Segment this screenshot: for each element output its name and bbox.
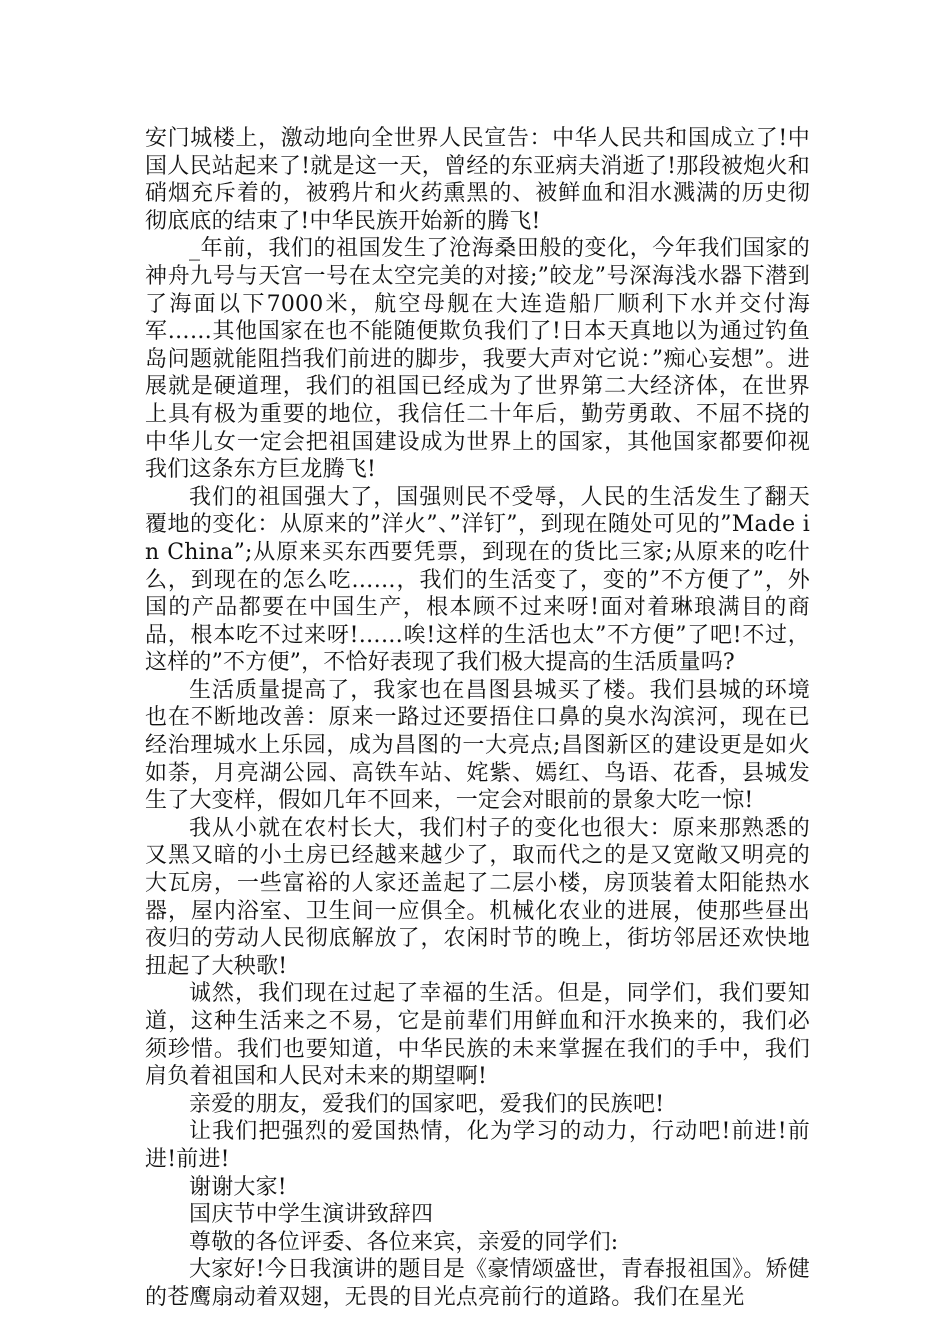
- paragraph-5: 我从小就在农村长大，我们村子的变化也很大：原来那熟悉的又黑又暗的小土房已经越来越少了，取而代之的是又宽敞又明亮的大瓦房，一些富裕的人家还盖起了二层小楼，房顶装着太阳能热水器，屋内浴室、卫生间一应俱全。机械化农业的进展，使那些昼出夜归的劳动人民彻底解放了，农闲时节的晚上，街坊邻居还欢快地扭起了大秧歌!: [145, 815, 810, 979]
- paragraph-12: 大家好!今日我演讲的题目是《豪情颂盛世，青春报祖国》。矫健的苍鹰扇动着双翅，无畏的目光点亮前行的道路。我们在星光: [145, 1257, 810, 1310]
- paragraph-9: 谢谢大家!: [189, 1174, 287, 1200]
- paragraph-1: 安门城楼上，激动地向全世界人民宣告：中华人民共和国成立了!中国人民站起来了!就是这一天，曾经的东亚病夫消逝了!那段被炮火和硝烟充斥着的，被鸦片和火药熏黑的、被鲜血和泪水溅满的历史彻彻底底的结束了!中华民族开始新的腾飞!: [145, 126, 810, 234]
- paragraph-8: 让我们把强烈的爱国热情，化为学习的动力，行动吧!前进!前进!前进!: [145, 1119, 810, 1172]
- paragraph-4: 生活质量提高了，我家也在昌图县城买了楼。我们县城的环境也在不断地改善：原来一路过还要捂住口鼻的臭水沟滨河，现在已经治理城水上乐园，成为昌图的一大亮点;昌图新区的建设更是如火如荼，月亮湖公园、高铁车站、姹紫、嫣红、鸟语、花香，县城发生了大变样，假如几年不回来，一定会对眼前的景象大吃一惊!: [145, 677, 810, 814]
- paragraph-3: 我们的祖国强大了，国强则民不受辱，人民的生活发生了翻天覆地的变化：从原来的”洋火”、”洋钉”，到现在随处可见的”Made in China”;从原来买东西要凭票，到现在的货比三家;从原来的吃什么，到现在的怎么吃……，我们的生活变了，变的”不方便了”，外国的产品都要在中国生产，根本顾不过来呀!面对着琳琅满目的商品，根本吃不过来呀!……唉!这样的生活也太”不方便”了吧!不过，这样的”不方便”，不恰好表现了我们极大提高的生活质量吗?: [145, 484, 810, 676]
- paragraph-7: 亲爱的朋友，爱我们的国家吧，爱我们的民族吧!: [189, 1091, 665, 1117]
- document-body: [145, 125, 810, 1312]
- paragraph-6: 诚然，我们现在过起了幸福的生活。但是，同学们，我们要知道，这种生活来之不易，它是前辈们用鲜血和汗水换来的，我们必须珍惜。我们也要知道，中华民族的未来掌握在我们的手中，我们肩负着祖国和人民对未来的期望啊!: [145, 981, 810, 1090]
- paragraph-2: _年前，我们的祖国发生了沧海桑田般的变化，今年我们国家的神舟九号与天宫一号在太空完美的对接;”皎龙”号深海浅水器下潜到了海面以下7000米，航空母舰在大连造船厂顺利下水并交付海军……其他国家在也不能随便欺负我们了!日本天真地以为通过钓鱼岛问题就能阻挡我们前进的脚步，我要大声对它说：”痴心妄想”。进展就是硬道理，我们的祖国已经成为了世界第二大经济体，在世界上具有极为重要的地位，我信任二十年后，勤劳勇敢、不屈不挠的中华儿女一定会把祖国建设成为世界上的国家，其他国家都要仰视我们这条东方巨龙腾飞!: [145, 236, 810, 483]
- section-heading: 国庆节中学生演讲致辞四: [189, 1202, 434, 1228]
- salutation: 尊敬的各位评委、各位来宾，亲爱的同学们:: [189, 1229, 619, 1255]
